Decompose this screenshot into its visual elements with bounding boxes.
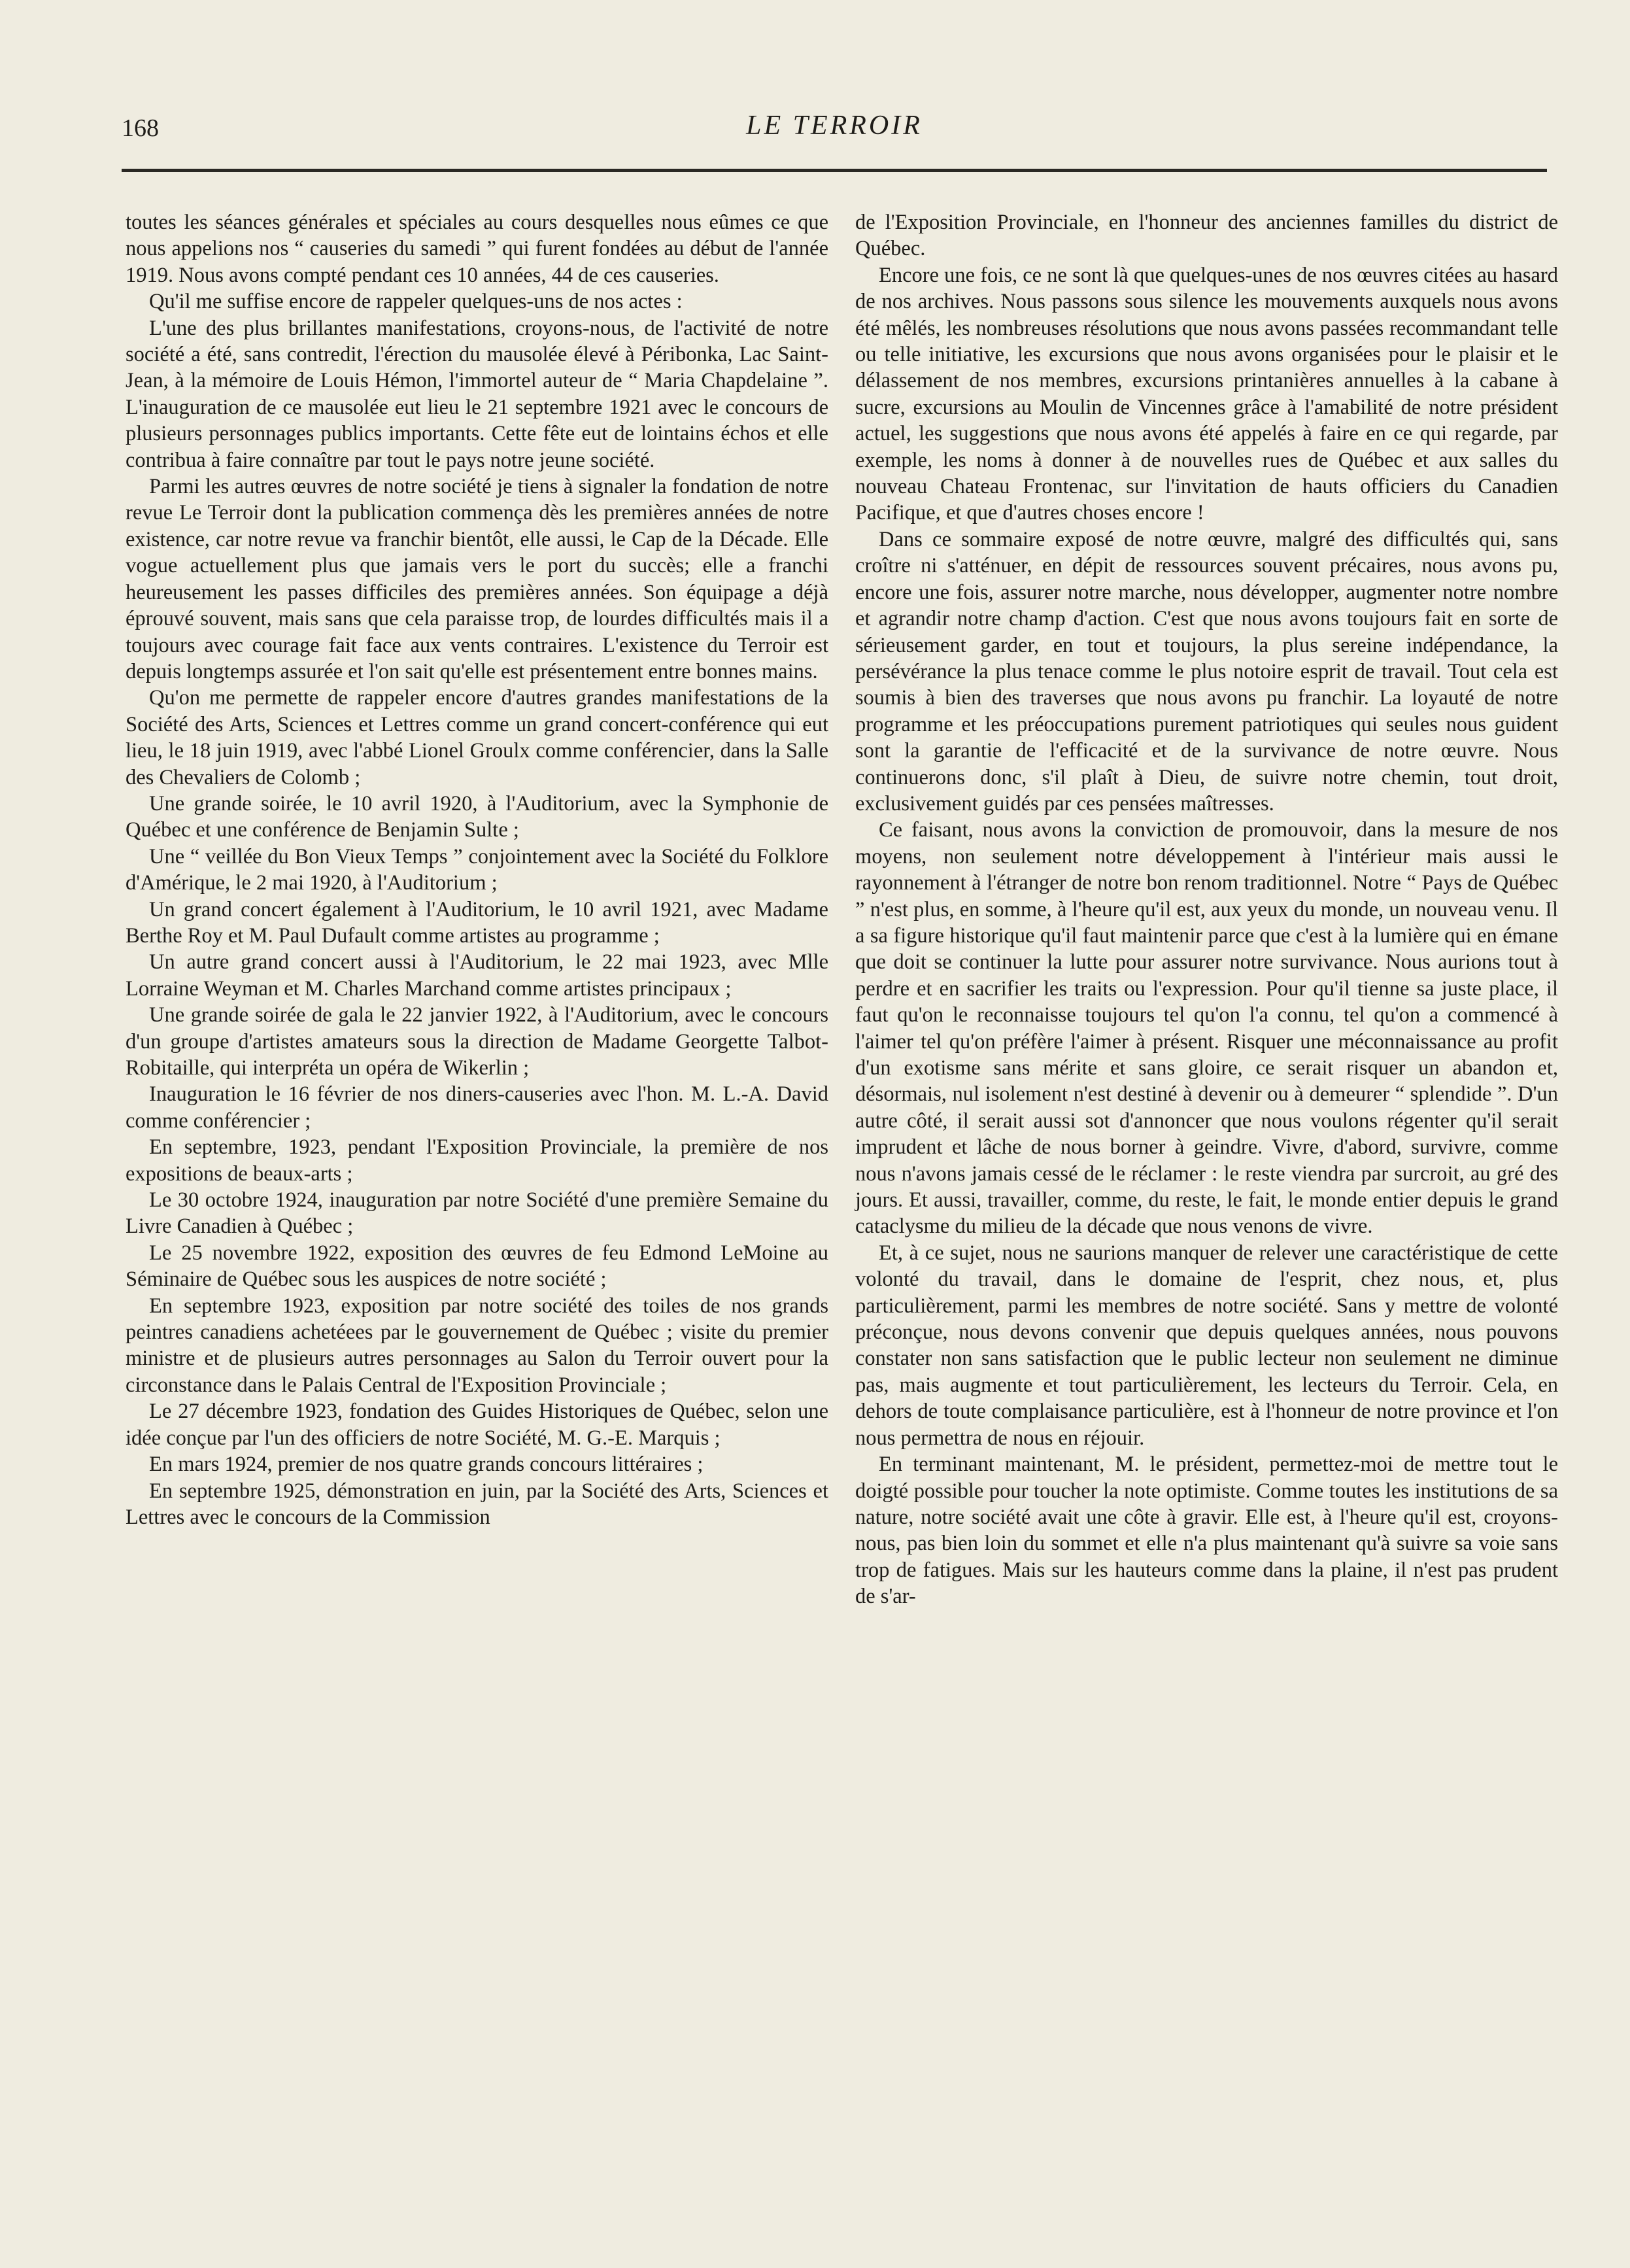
paragraph: Parmi les autres œuvres de notre société je tiens à signaler la fondation de notre revue Le Terroir dont la publication commença dès les premières années de notre existence, car notre revue va franchir bientôt, elle aussi, le Cap de la Décade. Elle vogue actuellement plus que jamais vers le port du succès; elle a franchi heureusement les passes difficiles des premières années. Son équipage a déjà éprouvé souvent, mais sans que cela paraisse trop, de lourdes difficultés mais il a toujours avec courage fait face aux vents contraires. L'existence du Terroir est depuis longtemps assurée et l'on sait qu'elle est présentement entre bonnes mains. [126,475,828,683]
page-header [122,110,1547,149]
paragraph: Le 27 décembre 1923, fondation des Guides Historiques de Québec, selon une idée conçue par l'un des officiers de notre Société, M. G.-E. Marquis ; [126,1400,828,1450]
header-rule [122,169,1547,172]
paragraph: Inauguration le 16 février de nos diners-causeries avec l'hon. M. L.-A. David comme conférencier ; [126,1082,828,1133]
paragraph: Une “ veillée du Bon Vieux Temps ” conjointement avec la Société du Folklore d'Amérique, le 2 mai 1920, à l'Auditorium ; [126,844,828,895]
paragraph: Dans ce sommaire exposé de notre œuvre, malgré des difficultés qui, sans croître ni s'atténuer, en dépit de ressources souvent précaires, nous avons pu, encore une fois, assurer notre marche, nous développer, augmenter notre nombre et agrandir notre champ d'action. C'est que nous avons toujours fait en sorte de sérieusement garder, en tout et toujours, la plus sereine indépendance, la persévérance la plus tenace comme le plus notoire esprit de travail. Tout cela est soumis à bien des traverses que nous avons pu franchir. La loyauté de notre programme et les préoccupations purement patriotiques qui seules nous guident sont la garantie de l'efficacité et de la survivance de notre œuvre. Nous continuerons donc, s'il plaît à Dieu, de suivre notre chemin, tout droit, exclusivement guidés par ces pensées maîtresses. [855,527,1558,816]
paragraph: Ce faisant, nous avons la conviction de promouvoir, dans la mesure de nos moyens, non seulement notre développement à l'intérieur mais aussi le rayonnement à l'étranger de notre bon renom traditionnel. Notre “ Pays de Québec ” n'est plus, en somme, à l'heure qu'il est, aux yeux du monde, un nouveau venu. Il a sa figure historique qu'il faut maintenir parce que c'est à la lumière qui en émane que doit se continuer la lutte pour assurer notre survivance. Nous aurions tout à perdre et en sacrifier les traits ou l'expression. Pour qu'il tienne sa juste place, il faut qu'on le reconnaisse toujours tel qu'on l'a connu, tel qu'on a commencé à l'aimer tel qu'on préfère l'aimer à présent. Risquer une méconnaissance au profit d'un exotisme sans mérite et sans gloire, ce serait risquer un abandon et, désormais, nul isolement n'est destiné à devenir ou à demeurer “ splendide ”. D'un autre côté, il serait aussi sot d'annoncer que nous voulons régenter qu'il serait imprudent et lâche de nous borner à geindre. Vivre, d'abord, survivre, comme nous n'avons jamais cessé de le réclamer : le reste viendra par surcroit, au gré des jours. Et aussi, travailler, comme, du reste, le fait, le monde entier depuis le grand cataclysme du milieu de la décade que nous venons de vivre. [855,818,1558,1239]
left-column [126,209,828,1530]
right-column [855,209,1558,1610]
paragraph: Une grande soirée de gala le 22 janvier 1922, à l'Auditorium, avec le concours d'un groupe d'artistes amateurs sous la direction de Madame Georgette Talbot-Robitaille, qui interpréta un opéra de Wikerlin ; [126,1003,828,1080]
paragraph: En septembre, 1923, pendant l'Exposition Provinciale, la première de nos expositions de beaux-arts ; [126,1135,828,1186]
paragraph: Qu'il me suffise encore de rappeler quelques-uns de nos actes : [149,290,683,314]
paragraph: En terminant maintenant, M. le président, permettez-moi de mettre tout le doigté possible pour toucher la note optimiste. Comme toutes les institutions de sa nature, notre société avait une côte à gravir. Elle est, à l'heure qu'il est, croyons-nous, pas bien loin du sommet et elle n'a plus maintenant qu'à suivre sa voie sans trop de fatigues. Mais sur les hauteurs comme dans la plaine, il n'est pas prudent de s'ar- [855,1452,1558,1609]
paragraph: Qu'on me permette de rappeler encore d'autres grandes manifestations de la Société des Arts, Sciences et Lettres comme un grand concert-conférence qui eut lieu, le 18 juin 1919, avec l'abbé Lionel Groulx comme conférencier, dans la Salle des Chevaliers de Colomb ; [126,686,828,789]
paragraph: En septembre 1923, exposition par notre société des toiles de nos grands peintres canadiens achetéees par le gouvernement de Québec ; visite du premier ministre et de plusieurs autres personnages au Salon du Terroir ouvert pour la circonstance dans le Palais Central de l'Exposition Provinciale ; [126,1294,828,1397]
paragraph: Encore une fois, ce ne sont là que quelques-unes de nos œuvres citées au hasard de nos archives. Nous passons sous silence les mouvements auxquels nous avons été mêlés, les nombreuses résolutions que nous avons passées recommandant telle ou telle initiative, les excursions que nous avons organisées pour le plaisir et le délassement de nos membres, excursions printanières annuelles à la cabane à sucre, excursions au Moulin de Vincennes grâce à l'amabilité de notre président actuel, les suggestions que nous avons été appelés à faire en ce qui regarde, par exemple, les noms à donner à de nouvelles rues de Québec et aux salles du nouveau Chateau Frontenac, sur l'invitation de hauts officiers du Canadien Pacifique, et que d'autres choses encore ! [855,263,1558,525]
paragraph: Le 30 octobre 1924, inauguration par notre Société d'une première Semaine du Livre Canadien à Québec ; [126,1188,828,1239]
running-title: LE TERROIR [746,111,923,141]
paragraph: Le 25 novembre 1922, exposition des œuvres de feu Edmond LeMoine au Séminaire de Québec sous les auspices de notre société ; [126,1241,828,1292]
paragraph: Un autre grand concert aussi à l'Auditorium, le 22 mai 1923, avec Mlle Lorraine Weyman et M. Charles Marchand comme artistes principaux ; [126,950,828,1001]
paragraph: L'une des plus brillantes manifestations, croyons-nous, de l'activité de notre société a été, sans contredit, l'érection du mausolée élevé à Péribonka, Lac Saint-Jean, à la mémoire de Louis Hémon, l'immortel auteur de “ Maria Chapdelaine ”. L'inauguration de ce mausolée eut lieu le 21 septembre 1921 avec le concours de plusieurs personnages publics importants. Cette fête eut de lointains échos et elle contribua à faire connaître par tout le pays notre jeune société. [126,316,828,472]
page-number: 168 [122,114,159,142]
paragraph: Et, à ce sujet, nous ne saurions manquer de relever une caractéristique de cette volonté du travail, dans le domaine de l'esprit, chez nous, et, plus particulièrement, parmi les membres de notre société. Sans y mettre de volonté préconçue, nous devons convenir que depuis quelques années, nous pouvons constater non sans satisfaction que le public lecteur non seulement ne diminue pas, mais augmente et tout particulièrement, les lecteurs du Terroir. Cela, en dehors de toute complaisance particulière, est à l'honneur de notre province et l'on nous permettra de nous en réjouir. [855,1241,1558,1450]
paragraph: En mars 1924, premier de nos quatre grands concours littéraires ; [149,1452,704,1477]
paragraph: Une grande soirée, le 10 avril 1920, à l'Auditorium, avec la Symphonie de Québec et une conférence de Benjamin Sulte ; [126,791,828,842]
paragraph: de l'Exposition Provinciale, en l'honneur des anciennes familles du district de Québec. [855,211,1558,261]
paragraph: Un grand concert également à l'Auditorium, le 10 avril 1921, avec Madame Berthe Roy et M. Paul Dufault comme artistes au programme ; [126,897,828,948]
paragraph: toutes les séances générales et spéciales au cours desquelles nous eûmes ce que nous appelions nos “ causeries du samedi ” qui furent fondées au début de l'année 1919. Nous avons compté pendant ces 10 années, 44 de ces causeries. [126,211,828,287]
paragraph: En septembre 1925, démonstration en juin, par la Société des Arts, Sciences et Lettres avec le concours de la Commission [126,1479,828,1529]
